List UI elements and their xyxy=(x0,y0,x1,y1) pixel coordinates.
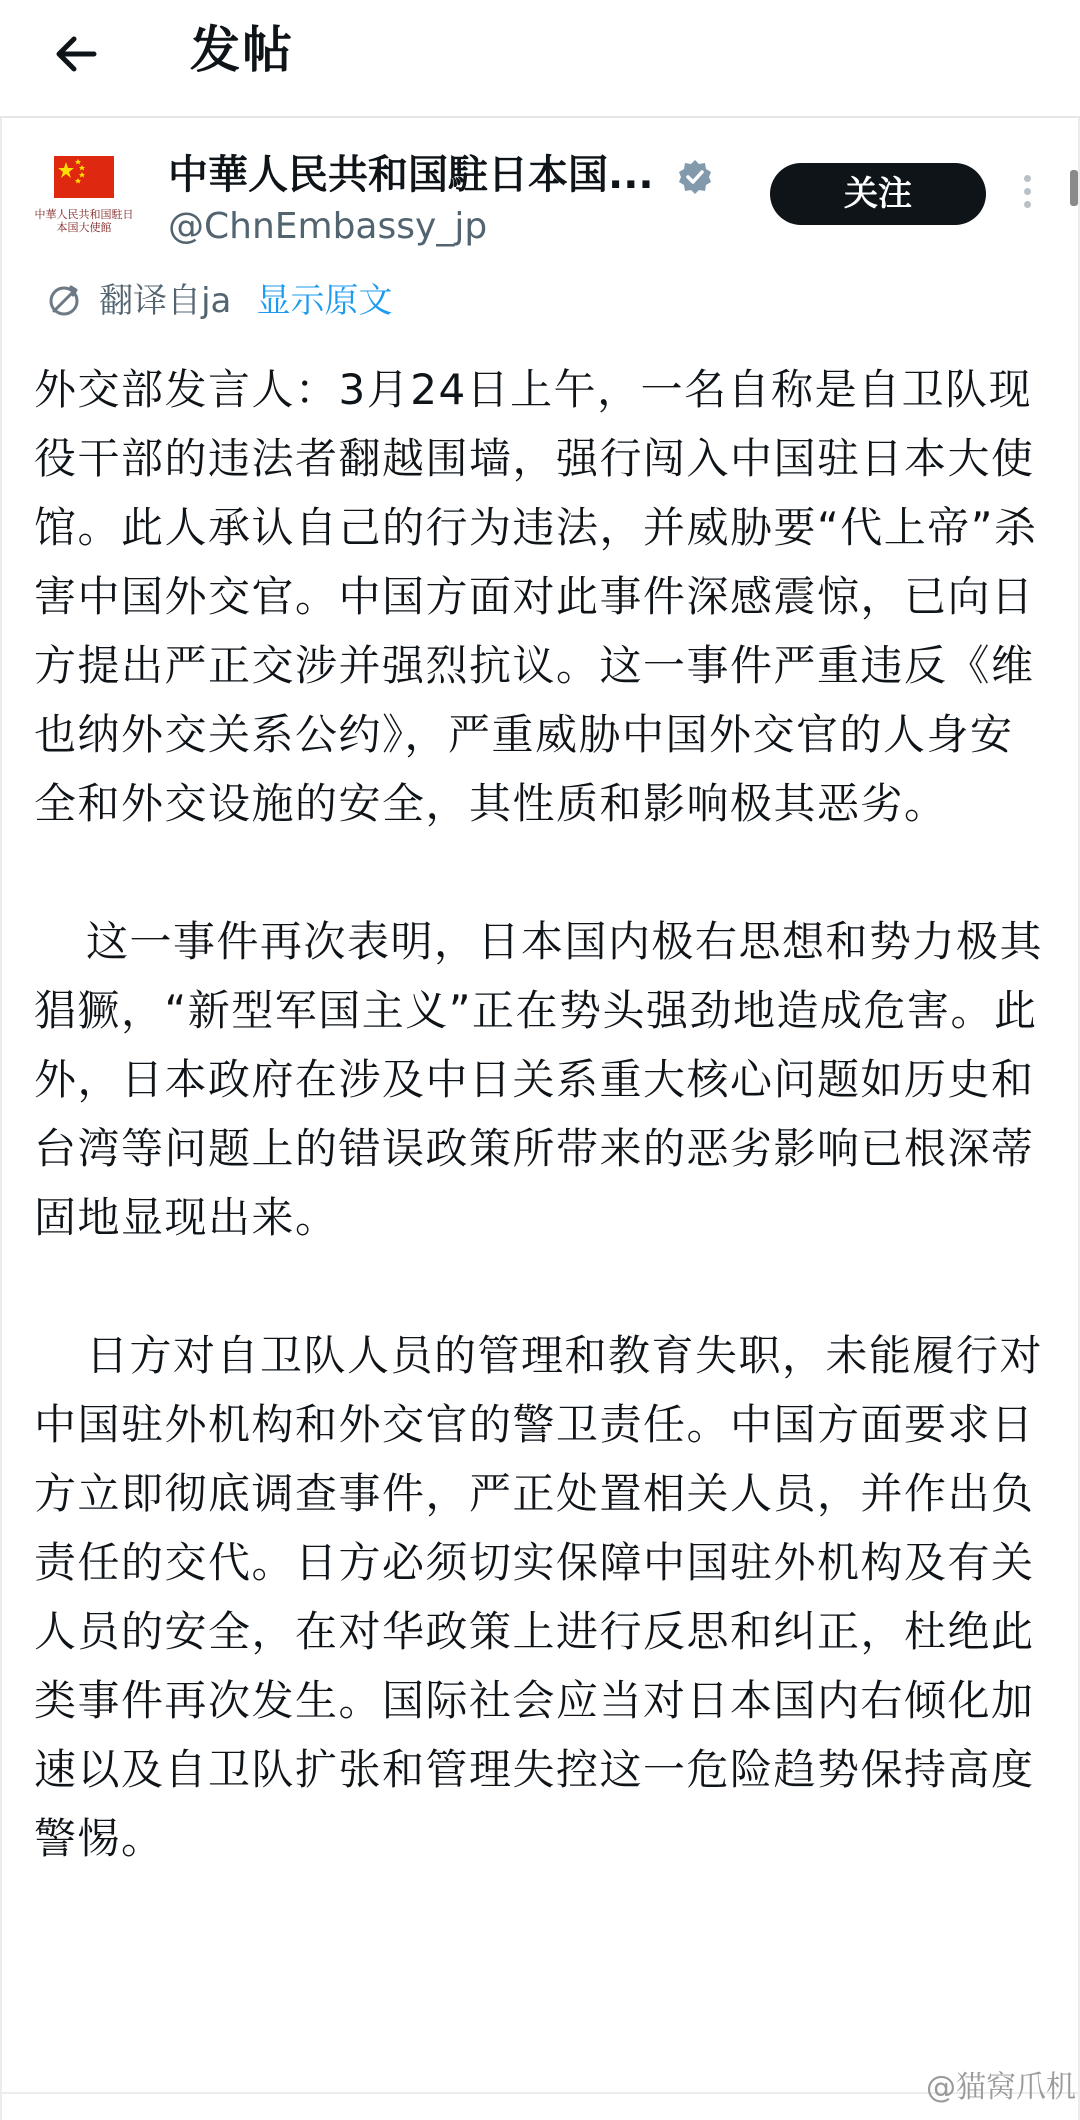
translate-icon xyxy=(44,281,84,321)
account-display-name[interactable]: 中華人民共和国駐日本国... xyxy=(168,152,654,198)
avatar[interactable] xyxy=(34,152,134,262)
show-original-link[interactable]: 显示原文 xyxy=(256,281,393,321)
more-options-button[interactable] xyxy=(1012,170,1042,220)
watermark: @猫窝爪机 xyxy=(926,2070,1076,2105)
top-bar xyxy=(0,0,1080,118)
dot xyxy=(1024,188,1031,195)
account-handle[interactable]: @ChnEmbassy_jp xyxy=(168,206,488,247)
dot xyxy=(1024,175,1031,182)
page-title: 发帖 xyxy=(190,21,294,79)
tweet-text xyxy=(34,355,1050,1873)
avatar-caption: 中華人民共和国駐日本国大使館 xyxy=(34,208,134,234)
translated-from-label: 翻译自ja xyxy=(99,281,232,321)
china-flag-icon xyxy=(54,152,114,204)
tweet-paragraph: 外交部发言人：3月24日上午，一名自称是自卫队现役干部的违法者翻越围墙，强行闯入中国驻日本大使馆。此人承认自己的行为违法，并威胁要“代上帝”杀害中国外交官。中国方面对此事件深感震惊，已向日方提出严正交涉并强烈抗议。这一事件严重违反《维也纳外交关系公约》，严重威胁中国外交官的人身安全和外交设施的安全，其性质和影响极其恶劣。 xyxy=(34,365,1038,828)
scrollbar-thumb[interactable] xyxy=(1070,170,1078,206)
follow-button[interactable]: 关注 xyxy=(770,163,986,225)
divider xyxy=(0,2092,1080,2094)
back-button[interactable] xyxy=(44,22,108,86)
arrow-left-icon xyxy=(50,28,102,80)
verified-badge-icon xyxy=(676,158,714,196)
tweet-paragraph: 这一事件再次表明，日本国内极右思想和势力极其猖獗，“新型军国主义”正在势头强劲地造成危害。此外，日本政府在涉及中日关系重大核心问题如历史和台湾等问题上的错误政策所带来的恶劣影响已根深蒂固地显现出来。 xyxy=(34,917,1044,1242)
translation-row xyxy=(44,278,392,324)
dot xyxy=(1024,201,1031,208)
tweet-paragraph: 日方对自卫队人员的管理和教育失职，未能履行对中国驻外机构和外交官的警卫责任。中国方面要求日方立即彻底调查事件，严正处置相关人员，并作出负责任的交代。日方必须切实保障中国驻外机构及有关人员的安全，在对华政策上进行反思和纠正，杜绝此类事件再次发生。国际社会应当对日本国内右倾化加速以及自卫队扩张和管理失控这一危险趋势保持高度警惕。 xyxy=(34,1331,1044,1863)
